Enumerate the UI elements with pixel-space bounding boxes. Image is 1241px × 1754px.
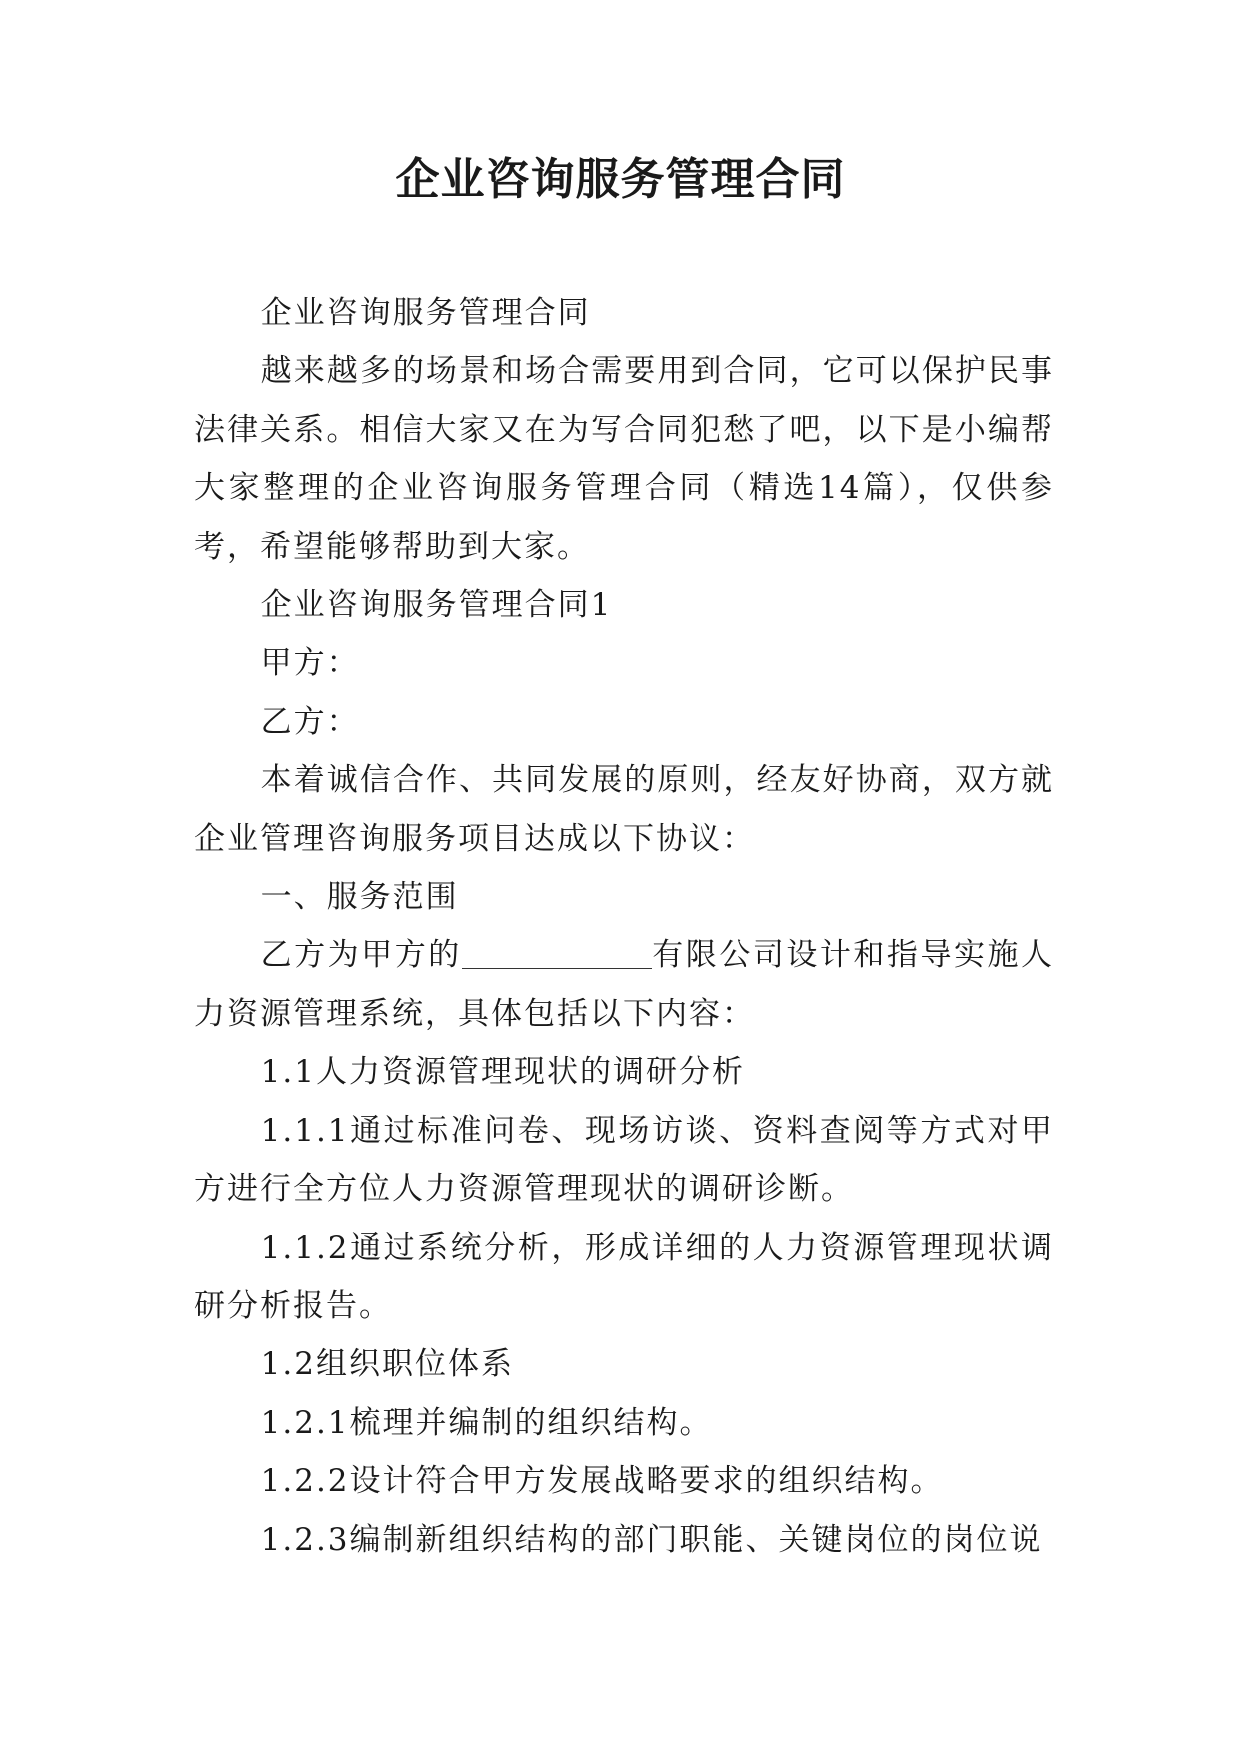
clause-1-2: 1.2组织职位体系 xyxy=(260,1346,514,1383)
paragraph-contract-heading: 企业咨询服务管理合同1 xyxy=(260,587,613,624)
paragraph-preamble: 本着诚信合作、共同发展的原则，经友好协商，双方就企业管理咨询服务项目达成以下协议： xyxy=(194,762,1054,857)
section-heading-service-scope: 一、服务范围 xyxy=(260,879,459,916)
clause-1-2-1: 1.2.1梳理并编制的组织结构。 xyxy=(260,1404,713,1441)
clause-1-1-2: 1.1.2通过系统分析，形成详细的人力资源管理现状调研分析报告。 xyxy=(194,1229,1054,1324)
clause-1-1-1: 1.1.1通过标准问卷、现场访谈、资料查阅等方式对甲方进行全方位人力资源管理现状的调研诊断。 xyxy=(194,1112,1054,1208)
company-name-blank xyxy=(462,937,652,969)
service-scope-text-after: 有限公司设计和指导实施人力资源管理系统，具体包括以下内容： xyxy=(194,937,1055,1032)
service-scope-text-before: 乙方为甲方的 xyxy=(260,937,462,974)
party-a-line: 甲方： xyxy=(260,645,360,682)
document-title: 企业咨询服务管理合同 xyxy=(395,154,846,205)
clause-1-2-2: 1.2.2设计符合甲方发展战略要求的组织结构。 xyxy=(260,1463,944,1500)
document-body xyxy=(194,284,1054,1569)
paragraph-service-scope xyxy=(194,926,1054,1043)
clause-1-1: 1.1人力资源管理现状的调研分析 xyxy=(260,1054,745,1091)
paragraph-subtitle: 企业咨询服务管理合同 xyxy=(260,295,591,331)
clause-1-2-3: 1.2.3编制新组织结构的部门职能、关键岗位的岗位说 xyxy=(260,1521,1043,1558)
paragraph-intro: 越来越多的场景和场合需要用到合同，它可以保护民事法律关系。相信大家又在为写合同犯愁了吧，以下是小编帮大家整理的企业咨询服务管理合同（精选14篇），仅供参考，希望能够帮助到大家。 xyxy=(194,353,1054,565)
party-b-line: 乙方： xyxy=(260,703,360,740)
